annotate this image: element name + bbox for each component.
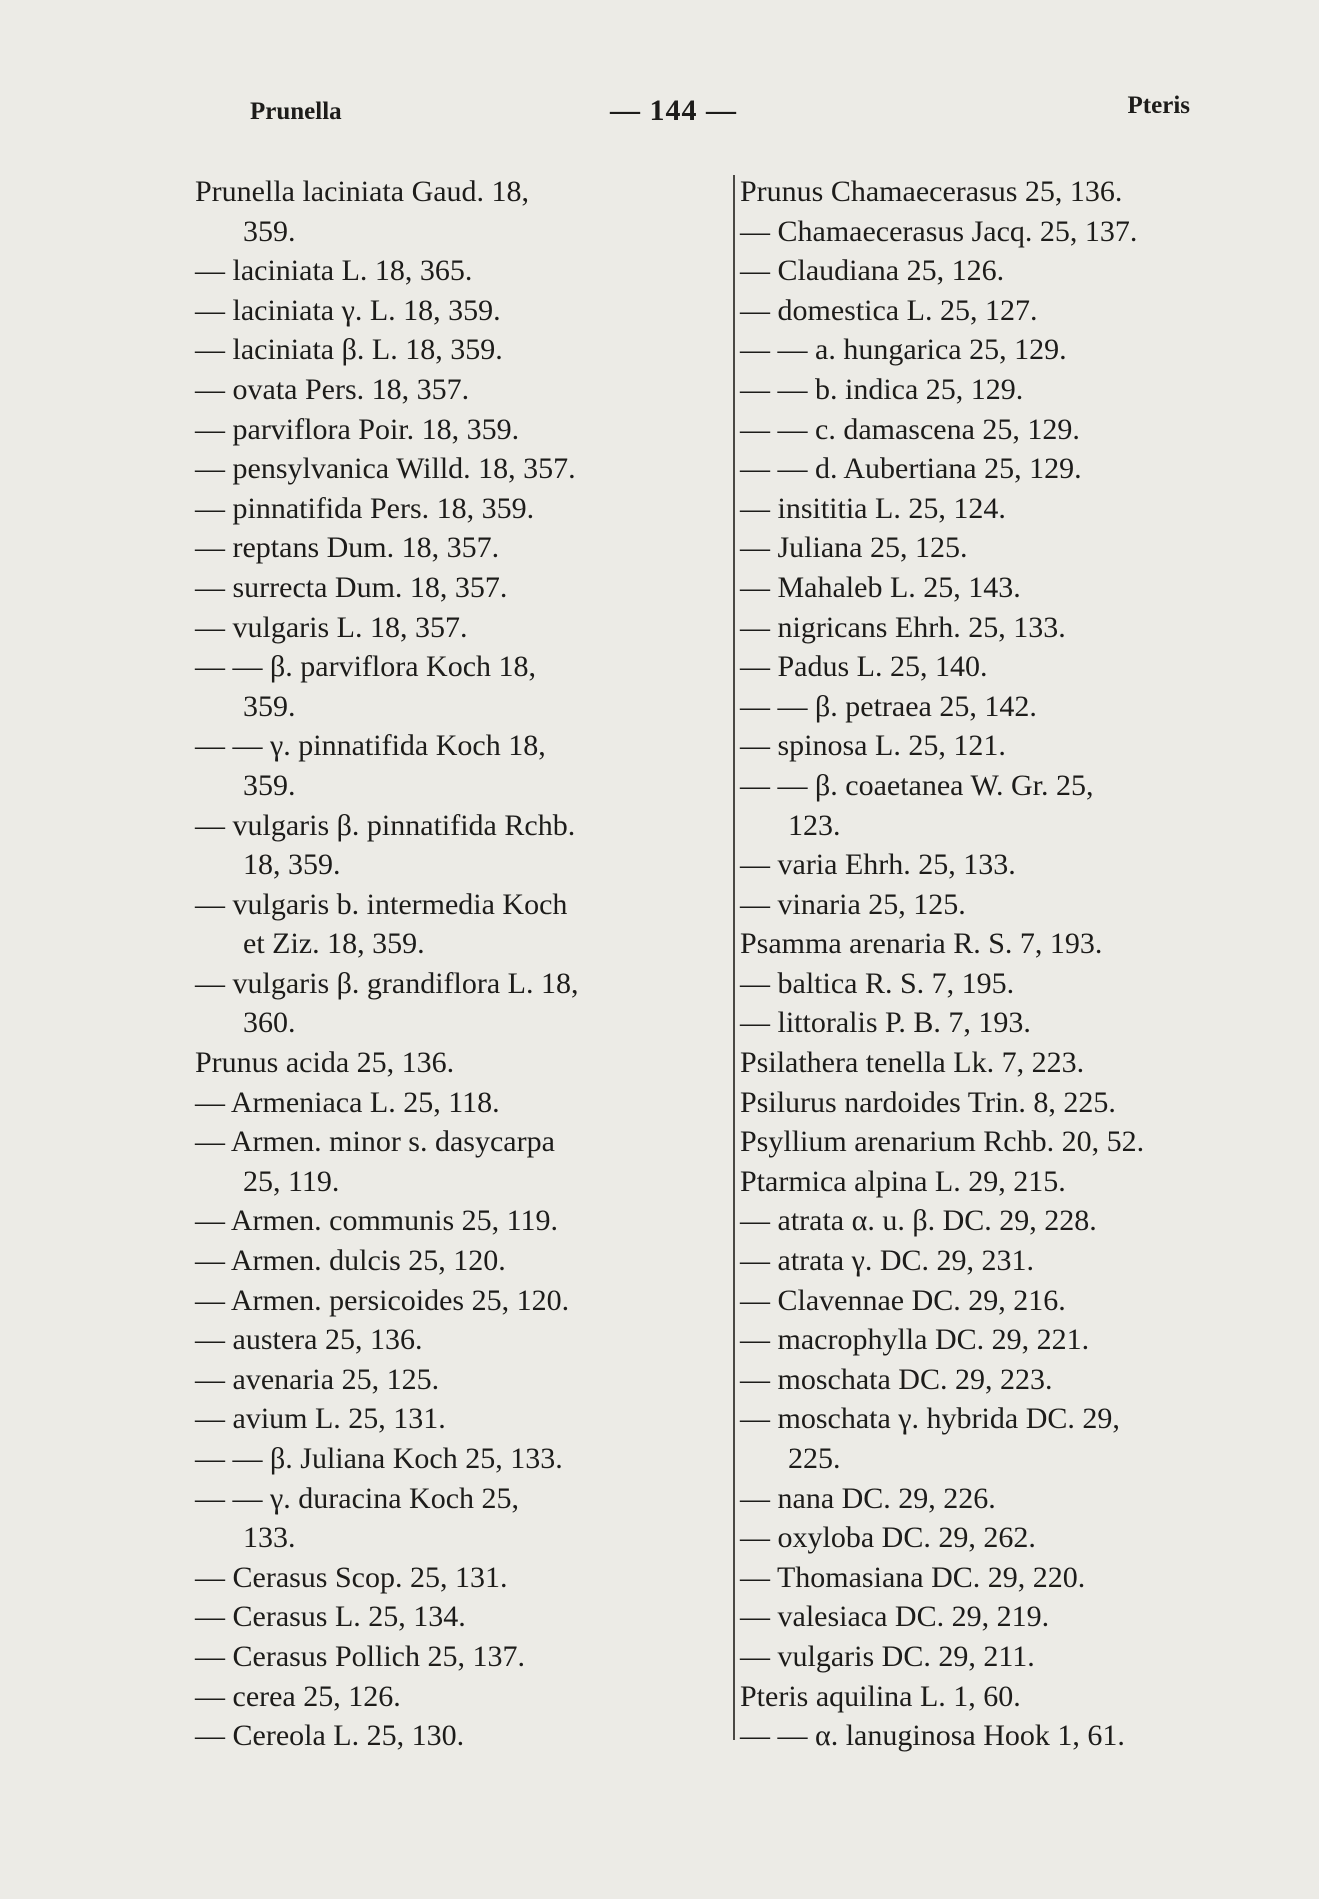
index-entry-line: — Armen. persicoides 25, 120. [195, 1283, 570, 1317]
index-entry-line: — reptans Dum. 18, 357. [195, 531, 500, 565]
index-entry-line: 18, 359. [243, 848, 341, 882]
index-entry-line: — Cerasus Scop. 25, 131. [195, 1560, 508, 1594]
index-entry-line: — — a. hungarica 25, 129. [740, 333, 1067, 367]
index-entry-line: — — d. Aubertiana 25, 129. [740, 452, 1082, 486]
index-entry-line: 123. [788, 808, 841, 842]
index-entry-line: — vulgaris L. 18, 357. [195, 610, 468, 644]
index-entry-line: — macrophylla DC. 29, 221. [740, 1323, 1090, 1357]
index-entry-line: Psilurus nardoides Trin. 8, 225. [740, 1085, 1116, 1119]
index-entry-line: — laciniata L. 18, 365. [195, 254, 473, 288]
index-entry-line: — Cerasus L. 25, 134. [195, 1600, 466, 1634]
index-entry-line: — pinnatifida Pers. 18, 359. [195, 491, 535, 525]
index-entry-line: Ptarmica alpina L. 29, 215. [740, 1164, 1066, 1198]
index-entry-line: — littoralis P. B. 7, 193. [740, 1006, 1031, 1040]
header-right-word: Pteris [1127, 92, 1190, 119]
index-entry-line: — Cerasus Pollich 25, 137. [195, 1639, 525, 1673]
index-entry-line: — vulgaris β. grandiflora L. 18, [195, 966, 579, 1000]
index-entry-line: — insititia L. 25, 124. [740, 491, 1006, 525]
index-entry-line: — pensylvanica Willd. 18, 357. [195, 452, 576, 486]
index-entry-line: — Armeniaca L. 25, 118. [195, 1085, 500, 1119]
index-entry-line: — laciniata β. L. 18, 359. [195, 333, 503, 367]
index-entry-line: — Cereola L. 25, 130. [195, 1719, 465, 1753]
index-entry-line: — ovata Pers. 18, 357. [195, 372, 470, 406]
header-left-word: Prunella [250, 98, 342, 125]
index-column-left [195, 172, 720, 1756]
index-entry-line: — — α. lanuginosa Hook 1, 61. [740, 1719, 1125, 1753]
index-entry-line: — — b. indica 25, 129. [740, 372, 1024, 406]
index-entry-line: — Chamaecerasus Jacq. 25, 137. [740, 214, 1138, 248]
index-entry-line: — oxyloba DC. 29, 262. [740, 1521, 1036, 1555]
index-entry-line: — nana DC. 29, 226. [740, 1481, 996, 1515]
index-entry-line: — Padus L. 25, 140. [740, 650, 988, 684]
index-entry-line: — vulgaris b. intermedia Koch [195, 887, 568, 921]
index-entry-line: Prunus Chamaecerasus 25, 136. [740, 175, 1123, 208]
index-entry-line: — nigricans Ehrh. 25, 133. [740, 610, 1066, 644]
index-entry-line: Psilathera tenella Lk. 7, 223. [740, 1046, 1085, 1080]
index-entry-line: — Armen. dulcis 25, 120. [195, 1244, 506, 1278]
index-entry-line: — laciniata γ. L. 18, 359. [195, 293, 501, 327]
index-entry-line: — vulgaris DC. 29, 211. [740, 1639, 1035, 1673]
index-entry-line: — — γ. pinnatifida Koch 18, [195, 729, 546, 763]
running-header [250, 92, 1190, 132]
index-entry-line: — vulgaris β. pinnatifida Rchb. [195, 808, 576, 842]
index-entry-line: Psamma arenaria R. S. 7, 193. [740, 927, 1103, 961]
index-entry-line: 225. [788, 1442, 841, 1475]
index-entry-line: 25, 119. [243, 1164, 340, 1198]
index-entry-line: — Armen. communis 25, 119. [195, 1204, 559, 1238]
index-entry-line: — Clavennae DC. 29, 216. [740, 1283, 1066, 1317]
index-entry-line: 359. [243, 214, 296, 248]
index-column-right [740, 172, 1280, 1756]
index-entry-line: — Armen. minor s. dasycarpa [195, 1125, 555, 1159]
page-number: — 144 — [610, 94, 737, 127]
index-entry-line: 359. [243, 768, 296, 802]
index-entry-line: — moschata DC. 29, 223. [740, 1362, 1053, 1396]
index-entry-line: — atrata γ. DC. 29, 231. [740, 1244, 1035, 1278]
index-entry-line: — baltica R. S. 7, 195. [740, 966, 1015, 1000]
index-entry-line: 360. [243, 1006, 296, 1040]
index-entry-line: — avium L. 25, 131. [195, 1402, 446, 1436]
column-divider [733, 175, 735, 1740]
index-entry-line: — — β. Juliana Koch 25, 133. [195, 1442, 563, 1475]
index-entry-line: — parviflora Poir. 18, 359. [195, 412, 520, 446]
index-entry-line: Prunus acida 25, 136. [195, 1046, 455, 1080]
index-entry-line: — domestica L. 25, 127. [740, 293, 1038, 327]
index-entry-line: et Ziz. 18, 359. [243, 927, 425, 961]
index-entry-line: — Juliana 25, 125. [740, 531, 968, 565]
index-entry-line: — — γ. duracina Koch 25, [195, 1481, 520, 1515]
index-entry-line: — moschata γ. hybrida DC. 29, [740, 1402, 1120, 1436]
index-entry-line: — — β. coaetanea W. Gr. 25, [740, 768, 1094, 802]
index-entry-line: Psyllium arenarium Rchb. 20, 52. [740, 1125, 1145, 1159]
index-entry-line: 359. [243, 689, 296, 723]
index-entry-line: — — β. parviflora Koch 18, [195, 650, 537, 684]
index-entry-line: — Thomasiana DC. 29, 220. [740, 1560, 1086, 1594]
index-entry-line: 133. [243, 1521, 296, 1555]
index-entry-line: Pteris aquilina L. 1, 60. [740, 1679, 1021, 1713]
index-entry-line: — vinaria 25, 125. [740, 887, 966, 921]
index-entry-line: — — c. damascena 25, 129. [740, 412, 1080, 446]
index-entry-line: Prunella laciniata Gaud. 18, [195, 175, 530, 208]
index-entry-line: — spinosa L. 25, 121. [740, 729, 1006, 763]
index-entry-line: — Claudiana 25, 126. [740, 254, 1005, 288]
index-entry-line: — austera 25, 136. [195, 1323, 423, 1357]
index-entry-line: — cerea 25, 126. [195, 1679, 401, 1713]
index-entry-line: — atrata α. u. β. DC. 29, 228. [740, 1204, 1097, 1238]
index-entry-line: — Mahaleb L. 25, 143. [740, 570, 1021, 604]
index-entry-line: — avenaria 25, 125. [195, 1362, 440, 1396]
index-entry-line: — — β. petraea 25, 142. [740, 689, 1037, 723]
index-entry-line: — varia Ehrh. 25, 133. [740, 848, 1016, 882]
index-entry-line: — surrecta Dum. 18, 357. [195, 570, 508, 604]
index-entry-line: — valesiaca DC. 29, 219. [740, 1600, 1050, 1634]
